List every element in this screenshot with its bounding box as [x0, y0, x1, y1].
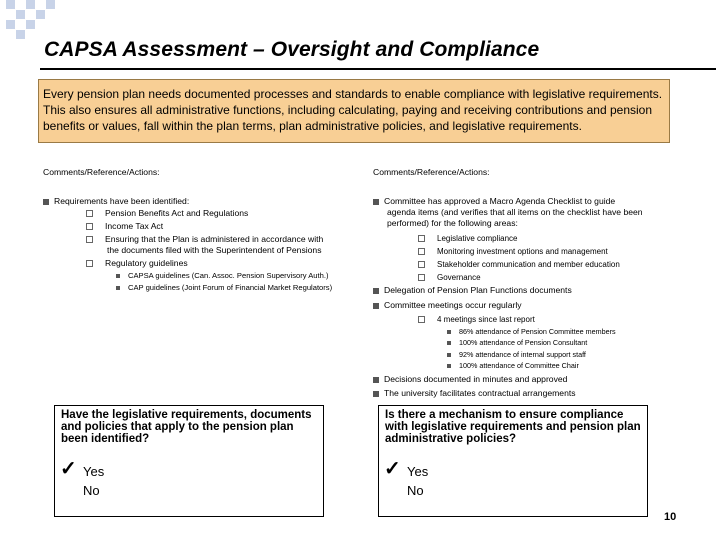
answer-no: No [407, 483, 424, 498]
box-bullet-icon [418, 316, 425, 323]
box-bullet-icon [86, 223, 93, 230]
bullet-icon [447, 341, 451, 345]
bullet-icon [447, 330, 451, 334]
left-subitem: CAP guidelines (Joint Forum of Financial Market Regulators) [116, 282, 332, 294]
intro-text: Every pension plan needs documented processes and standards to enable compliance with legislative requirements. This also ensures all administrative functions, including calculating, paying and receiving contributions and pension benefits or values, fall within the plan terms, plan administrative policies, and legislative requirements. [43, 87, 663, 133]
right-item-continuation: agenda items (and verifies that all items on the checklist have been [387, 207, 643, 217]
right-item: Committee has approved a Macro Agenda Checklist to guide [373, 196, 615, 208]
box-bullet-icon [86, 210, 93, 217]
area-item: Stakeholder communication and member education [418, 259, 620, 271]
box-bullet-icon [418, 235, 425, 242]
right-heading: Comments/Reference/Actions: [373, 167, 490, 177]
answer-yes: Yes [83, 464, 105, 479]
answer-yes: Yes [407, 464, 429, 479]
bullet-icon [373, 391, 379, 397]
bullet-icon [116, 274, 120, 278]
checkmark-icon: ✓ [384, 458, 401, 480]
bullet-icon [373, 199, 379, 205]
attendance-item: 86% attendance of Pension Committee members [447, 326, 616, 338]
box-bullet-icon [86, 236, 93, 243]
box-bullet-icon [418, 248, 425, 255]
bullet-icon [447, 364, 451, 368]
left-main-item: Requirements have been identified: [43, 196, 189, 208]
left-item-continuation: the documents filed with the Superintendent of Pensions [107, 245, 322, 255]
right-item: Committee meetings occur regularly [373, 300, 522, 312]
page-number: 10 [664, 511, 677, 523]
meetings-item: 4 meetings since last report [418, 314, 535, 326]
question-box-right [378, 405, 648, 517]
bullet-icon [43, 199, 49, 205]
bullet-icon [373, 377, 379, 383]
attendance-item: 100% attendance of Pension Consultant [447, 337, 587, 349]
checkmark-icon: ✓ [60, 458, 77, 480]
left-subitem: CAPSA guidelines (Can. Assoc. Pension Supervisory Auth.) [116, 270, 329, 282]
right-item: Decisions documented in minutes and approved [373, 374, 567, 386]
box-bullet-icon [86, 260, 93, 267]
title-rule [40, 68, 716, 70]
question-text: Have the legislative requirements, documents and policies that apply to the pension plan been identified? [61, 409, 312, 445]
right-item-continuation: performed) for the following areas: [387, 218, 518, 228]
corner-decoration [0, 0, 60, 40]
right-item: Delegation of Pension Plan Functions documents [373, 285, 572, 297]
right-item: The university facilitates contractual arrangements [373, 388, 576, 400]
left-item: Income Tax Act [86, 221, 163, 233]
bullet-icon [373, 288, 379, 294]
area-item: Legislative compliance [418, 233, 518, 245]
attendance-item: 92% attendance of internal support staff [447, 349, 586, 361]
bullet-icon [447, 353, 451, 357]
left-item: Pension Benefits Act and Regulations [86, 208, 248, 220]
box-bullet-icon [418, 261, 425, 268]
left-item: Regulatory guidelines [86, 258, 188, 270]
box-bullet-icon [418, 274, 425, 281]
left-item: Ensuring that the Plan is administered in accordance with [86, 234, 323, 246]
intro-box [38, 79, 670, 143]
question-box-left [54, 405, 324, 517]
slide-title: CAPSA Assessment – Oversight and Compliance [44, 38, 540, 61]
answer-no: No [83, 483, 100, 498]
area-item: Governance [418, 272, 481, 284]
attendance-item: 100% attendance of Committee Chair [447, 360, 579, 372]
bullet-icon [116, 286, 120, 290]
question-text: Is there a mechanism to ensure compliance with legislative requirements and pension plan administrative policies? [385, 409, 641, 445]
left-heading: Comments/Reference/Actions: [43, 167, 160, 177]
bullet-icon [373, 303, 379, 309]
area-item: Monitoring investment options and management [418, 246, 608, 258]
